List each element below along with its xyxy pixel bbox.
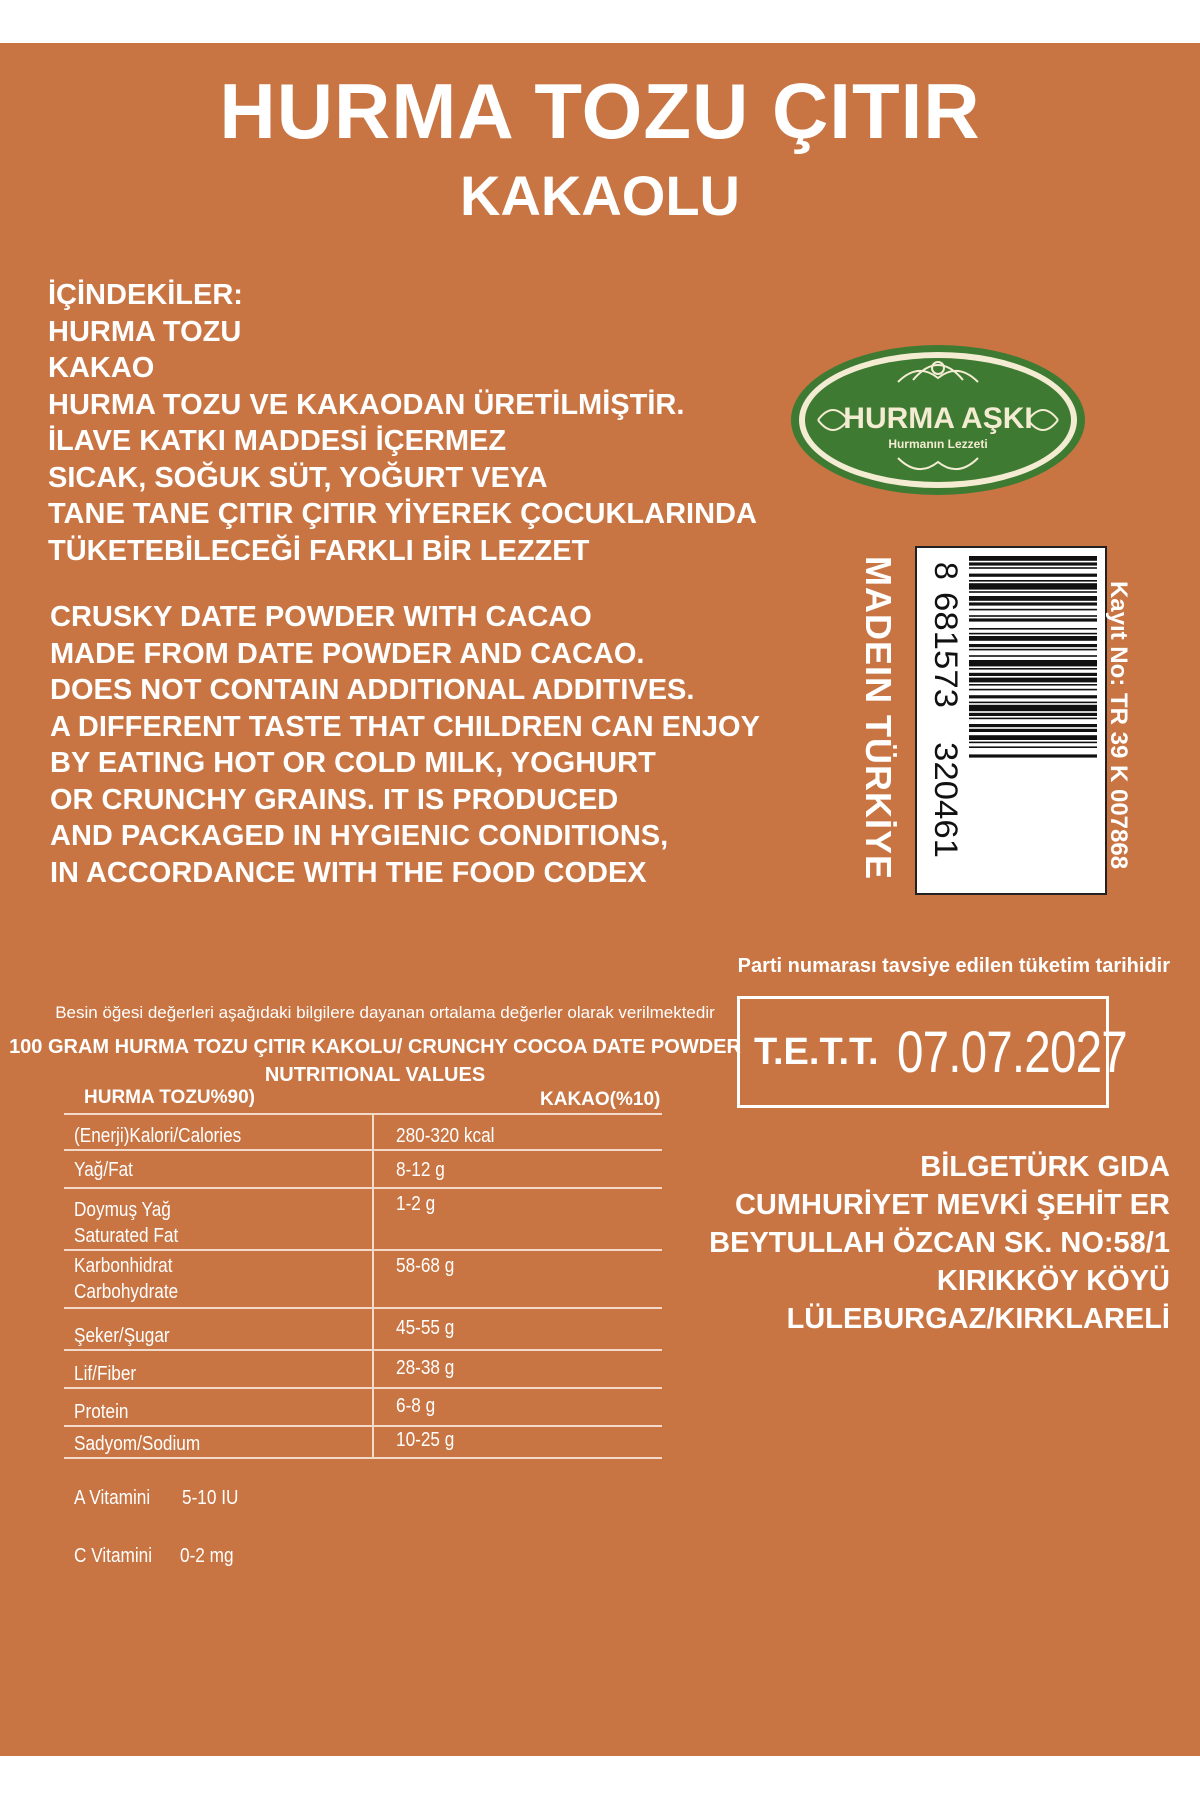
nutrient-value: 28-38 g (396, 1357, 455, 1379)
nutrition-note: Besin öğesi değerleri aşağıdaki bilgilere dayanan ortalama değerler olarak verilmektedir (55, 1003, 715, 1022)
barcode-bar (969, 615, 1097, 617)
nutrient-name: (Enerji)Kalori/Calories (74, 1125, 242, 1147)
vitamin-c-value: 0-2 mg (180, 1545, 234, 1567)
nutrient-value: 6-8 g (396, 1395, 436, 1417)
barcode-bar (969, 633, 1097, 635)
barcode-bar (969, 596, 1097, 601)
barcode-bar (969, 702, 1097, 704)
barcode-bar (969, 618, 1097, 621)
barcode-graphic (917, 548, 1105, 893)
logo-tagline-text: Hurmanın Lezzeti (888, 437, 988, 451)
nutrient-name-english: Carbohydrate (74, 1281, 179, 1303)
product-title: HURMA TOZU ÇITIR (219, 67, 981, 155)
description-line: OR CRUNCHY GRAINS. IT IS PRODUCED (50, 783, 619, 816)
address-line: KIRIKKÖY KÖYÜ (936, 1265, 1170, 1297)
barcode-bar (969, 729, 1097, 732)
barcode-digit-lead: 8 (928, 562, 964, 580)
vitamin-a (74, 1487, 248, 1510)
product-subtitle: KAKAOLU (460, 164, 740, 227)
made-in-text: MADEIN TÜRKİYE (858, 555, 899, 881)
barcode-bar (969, 655, 1097, 657)
nutrient-name: Karbonhidrat (74, 1255, 173, 1277)
barcode (915, 546, 1107, 895)
barcode-bar (969, 562, 1097, 565)
table-row (64, 1114, 662, 1150)
ingredients-line: TANE TANE ÇITIR ÇITIR YİYEREK ÇOCUKLARINDA (48, 498, 757, 530)
batch-note: Parti numarası tavsiye edilen tüketim tarihidir (737, 955, 1170, 977)
barcode-bars (969, 556, 1097, 758)
barcode-bar (969, 689, 1097, 691)
table-row (64, 1308, 662, 1350)
table-row (64, 1426, 662, 1458)
barcode-bar (969, 636, 1097, 641)
description-line: DOES NOT CONTAIN ADDITIONAL ADDITIVES. (50, 674, 695, 706)
description-english (50, 599, 760, 891)
nutrient-value: 10-25 g (396, 1429, 455, 1451)
description-line: IN ACCORDANCE WITH THE FOOD CODEX (50, 856, 647, 889)
registration-number: Kayıt No: TR 39 K 007868 (1105, 580, 1132, 870)
nutrient-name: Şeker/Şugar (74, 1325, 170, 1347)
barcode-bar (969, 713, 1097, 716)
barcode-bar (969, 673, 1097, 676)
nutrient-name-english: Saturated Fat (74, 1225, 179, 1247)
nutrient-name: Doymuş Yağ (74, 1199, 171, 1221)
ingredients-line: KAKAO (48, 352, 155, 384)
table-row (64, 1388, 662, 1426)
expiry-box (737, 996, 1127, 1108)
barcode-bar (969, 580, 1097, 582)
brand-logo (788, 340, 1088, 500)
ingredients-turkish (48, 277, 757, 569)
nutrition-title (0, 1033, 750, 1089)
vitamin-a-value: 5-10 IU (182, 1487, 239, 1509)
barcode-bar (969, 695, 1097, 698)
barcode-bar (969, 660, 1097, 666)
nutrition-left-header: HURMA TOZU%90) (84, 1087, 256, 1108)
nutrient-value: 1-2 g (396, 1193, 436, 1215)
ingredients-line: HURMA TOZU VE KAKAODAN ÜRETİLMİŞTİR. (48, 388, 685, 421)
description-line: CRUSKY DATE POWDER WITH CACAO (50, 601, 592, 633)
barcode-bar (969, 735, 1097, 740)
vitamin-c (74, 1545, 243, 1568)
manufacturer-address (640, 1148, 1170, 1338)
expiry-label: T.E.T.T. (754, 1030, 879, 1073)
barcode-bar (969, 556, 1097, 561)
barcode-bar (969, 583, 1097, 589)
barcode-digits-left: 681573 (928, 592, 964, 699)
table-row (64, 1350, 662, 1388)
barcode-bar (969, 567, 1097, 569)
barcode-bar (969, 649, 1097, 651)
address-line: LÜLEBURGAZ/KIRKLARELİ (786, 1303, 1170, 1335)
barcode-bar (969, 742, 1097, 744)
description-line: A DIFFERENT TASTE THAT CHILDREN CAN ENJOY (50, 710, 760, 743)
ingredients-line: İÇİNDEKİLER: (48, 279, 243, 311)
barcode-bar (969, 705, 1097, 711)
nutrition-right-header: KAKAO(%10) (540, 1089, 661, 1110)
nutrient-value: 58-68 g (396, 1255, 455, 1277)
ingredients-line: İLAVE KATKI MADDESİ İÇERMEZ (48, 425, 507, 457)
table-row (64, 1188, 662, 1250)
barcode-bar (969, 746, 1097, 748)
barcode-bar (969, 754, 1097, 757)
barcode-bar (969, 602, 1097, 605)
vitamin-c-name: C Vitamini (74, 1545, 153, 1567)
barcode-bar (969, 724, 1097, 727)
barcode-bar (969, 574, 1097, 577)
logo-brand-text: HURMA AŞKI (843, 402, 1033, 435)
table-row (64, 1250, 662, 1308)
table-row (64, 1150, 662, 1188)
barcode-bar (969, 678, 1097, 683)
address-line: BİLGETÜRK GIDA (920, 1151, 1170, 1183)
ingredients-line: SICAK, SOĞUK SÜT, YOĞURT VEYA (48, 461, 548, 494)
ingredients-line: TÜKETEBİLECEĞİ FARKLI BİR LEZZET (48, 534, 590, 567)
vitamin-a-name: A Vitamini (74, 1487, 151, 1509)
barcode-bar (969, 644, 1097, 647)
barcode-bar (969, 668, 1097, 670)
barcode-bar (969, 718, 1097, 720)
nutrient-name: Sadyom/Sodium (74, 1433, 201, 1455)
nutrient-name: Lif/Fiber (74, 1363, 137, 1385)
ingredients-line: HURMA TOZU (48, 315, 242, 348)
description-line: MADE FROM DATE POWDER AND CACAO. (50, 637, 645, 670)
description-line: AND PACKAGED IN HYGIENIC CONDITIONS, (50, 820, 669, 852)
nutrition-title-line: NUTRITIONAL VALUES (264, 1064, 486, 1086)
nutrition-table (64, 1113, 662, 1459)
nutrient-name: Yağ/Fat (74, 1159, 133, 1181)
barcode-bar (969, 684, 1097, 686)
nutrient-value: 45-55 g (396, 1317, 455, 1339)
barcode-digits-right: 320461 (928, 742, 964, 849)
barcode-bar (969, 628, 1097, 630)
nutrient-value: 8-12 g (396, 1159, 445, 1181)
description-line: BY EATING HOT OR COLD MILK, YOGHURT (50, 747, 656, 779)
barcode-bar (969, 591, 1097, 593)
nutrition-title-line: 100 GRAM HURMA TOZU ÇITIR KAKOLU/ CRUNCHY COCOA DATE POWDER (9, 1036, 741, 1058)
barcode-bar (969, 609, 1097, 611)
address-line: CUMHURİYET MEVKİ ŞEHİT ER (734, 1189, 1170, 1221)
address-line: BEYTULLAH ÖZCAN SK. NO:58/1 (709, 1227, 1170, 1259)
nutrient-name: Protein (74, 1401, 129, 1423)
nutrient-value: 280-320 kcal (396, 1125, 495, 1147)
expiry-date: 07.07.2027 (896, 1019, 1127, 1085)
